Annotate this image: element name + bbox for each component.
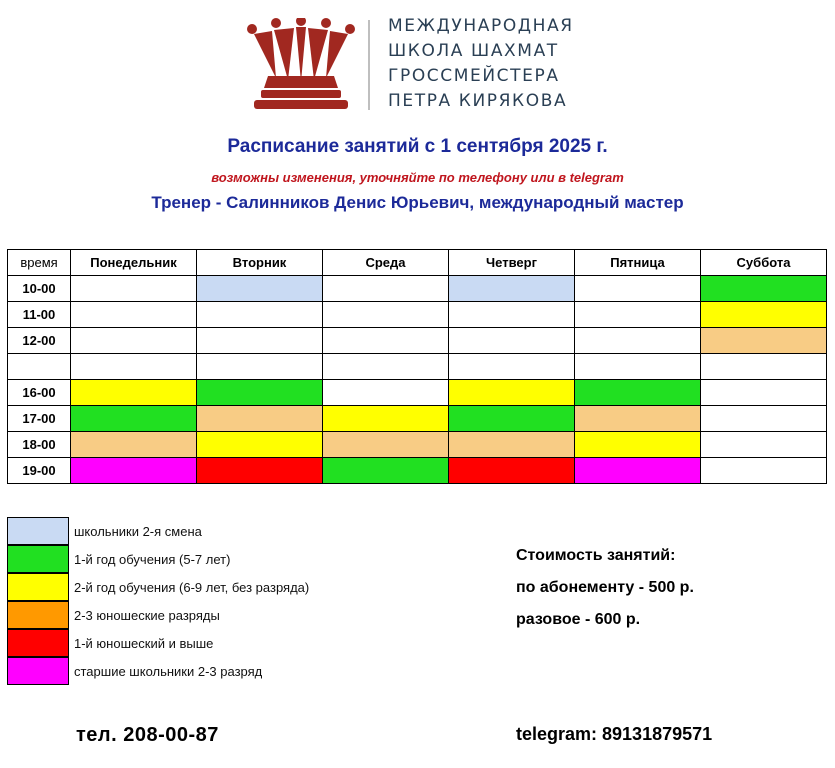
time-cell: 10-00 (8, 276, 71, 302)
day-header: Вторник (197, 250, 323, 276)
school-name-line: МЕЖДУНАРОДНАЯ (388, 16, 574, 36)
time-cell: 12-00 (8, 328, 71, 354)
schedule-slot (323, 458, 449, 484)
day-header: Суббота (701, 250, 827, 276)
schedule-slot (197, 380, 323, 406)
table-row (8, 380, 827, 406)
schedule-slot (71, 276, 197, 302)
legend-label: 2-3 юношеские разряды (74, 608, 220, 623)
schedule-slot (701, 354, 827, 380)
schedule-slot (449, 302, 575, 328)
schedule-slot (701, 328, 827, 354)
schedule-slot (71, 432, 197, 458)
schedule-slot (197, 302, 323, 328)
schedule-slot (323, 406, 449, 432)
schedule-slot (71, 458, 197, 484)
legend-label: 2-й год обучения (6-9 лет, без разряда) (74, 580, 310, 595)
legend-swatch (7, 517, 69, 545)
school-name-line: ГРОССМЕЙСТЕРА (388, 66, 560, 86)
table-row (8, 432, 827, 458)
schedule-slot (701, 380, 827, 406)
pricing-subscription: по абонементу - 500 р. (516, 579, 694, 596)
schedule-slot (449, 432, 575, 458)
table-row (8, 302, 827, 328)
legend-label: 1-й юношеский и выше (74, 636, 214, 651)
legend-label: 1-й год обучения (5-7 лет) (74, 552, 231, 567)
legend-swatch (7, 629, 69, 657)
legend-label: школьники 2-я смена (74, 524, 202, 539)
schedule-slot (71, 406, 197, 432)
school-name-line: ШКОЛА ШАХМАТ (388, 41, 559, 61)
legend-swatch (7, 657, 69, 685)
schedule-slot (701, 302, 827, 328)
schedule-slot (575, 302, 701, 328)
schedule-slot (575, 406, 701, 432)
schedule-header-row (8, 250, 827, 276)
coach-info: Тренер - Салинников Денис Юрьевич, международный мастер (151, 193, 684, 212)
change-notice: возможны изменения, уточняйте по телефону или в telegram (211, 170, 624, 185)
time-cell: 19-00 (8, 458, 71, 484)
crown-icon (246, 18, 356, 110)
schedule-slot (449, 276, 575, 302)
schedule-slot (449, 328, 575, 354)
pricing-title: Стоимость занятий: (516, 547, 676, 564)
time-cell: 11-00 (8, 302, 71, 328)
time-cell: 18-00 (8, 432, 71, 458)
schedule-slot (575, 458, 701, 484)
schedule-slot (575, 276, 701, 302)
schedule-slot (449, 458, 575, 484)
schedule-slot (701, 276, 827, 302)
day-header: Среда (323, 250, 449, 276)
phone-number: тел. 208-00-87 (76, 724, 219, 746)
schedule-slot (323, 276, 449, 302)
day-header: Понедельник (71, 250, 197, 276)
logo-divider (368, 20, 370, 110)
legend-swatch (7, 545, 69, 573)
legend-label: старшие школьники 2-3 разряд (74, 664, 263, 679)
schedule-slot (197, 276, 323, 302)
schedule-slot (197, 406, 323, 432)
schedule-slot (701, 432, 827, 458)
schedule-slot (197, 354, 323, 380)
schedule-slot (323, 380, 449, 406)
schedule-slot (449, 380, 575, 406)
table-row (8, 328, 827, 354)
schedule-slot (71, 328, 197, 354)
table-row (8, 458, 827, 484)
legend-swatch (7, 573, 69, 601)
schedule-slot (197, 328, 323, 354)
time-cell: 16-00 (8, 380, 71, 406)
table-row (8, 406, 827, 432)
schedule-slot (323, 432, 449, 458)
school-name (388, 14, 574, 114)
legend-swatch (7, 601, 69, 629)
pricing-single: разовое - 600 р. (516, 611, 641, 628)
day-header: Пятница (575, 250, 701, 276)
time-cell (8, 354, 71, 380)
time-cell: 17-00 (8, 406, 71, 432)
schedule-slot (197, 432, 323, 458)
schedule-slot (575, 328, 701, 354)
schedule-slot (701, 458, 827, 484)
schedule-slot (701, 406, 827, 432)
table-row (8, 276, 827, 302)
schedule-table (7, 249, 827, 484)
schedule-slot (575, 432, 701, 458)
schedule-slot (575, 354, 701, 380)
school-name-line: ПЕТРА КИРЯКОВА (388, 91, 568, 111)
schedule-slot (71, 302, 197, 328)
telegram-contact: telegram: 89131879571 (516, 724, 713, 744)
schedule-slot (449, 354, 575, 380)
page-title: Расписание занятий с 1 сентября 2025 г. (227, 136, 608, 157)
schedule-slot (449, 406, 575, 432)
schedule-slot (323, 302, 449, 328)
table-row (8, 354, 827, 380)
schedule-slot (197, 458, 323, 484)
schedule-slot (71, 354, 197, 380)
day-header: Четверг (449, 250, 575, 276)
time-column-header: время (8, 250, 71, 276)
schedule-slot (575, 380, 701, 406)
schedule-slot (323, 328, 449, 354)
schedule-slot (71, 380, 197, 406)
schedule-slot (323, 354, 449, 380)
